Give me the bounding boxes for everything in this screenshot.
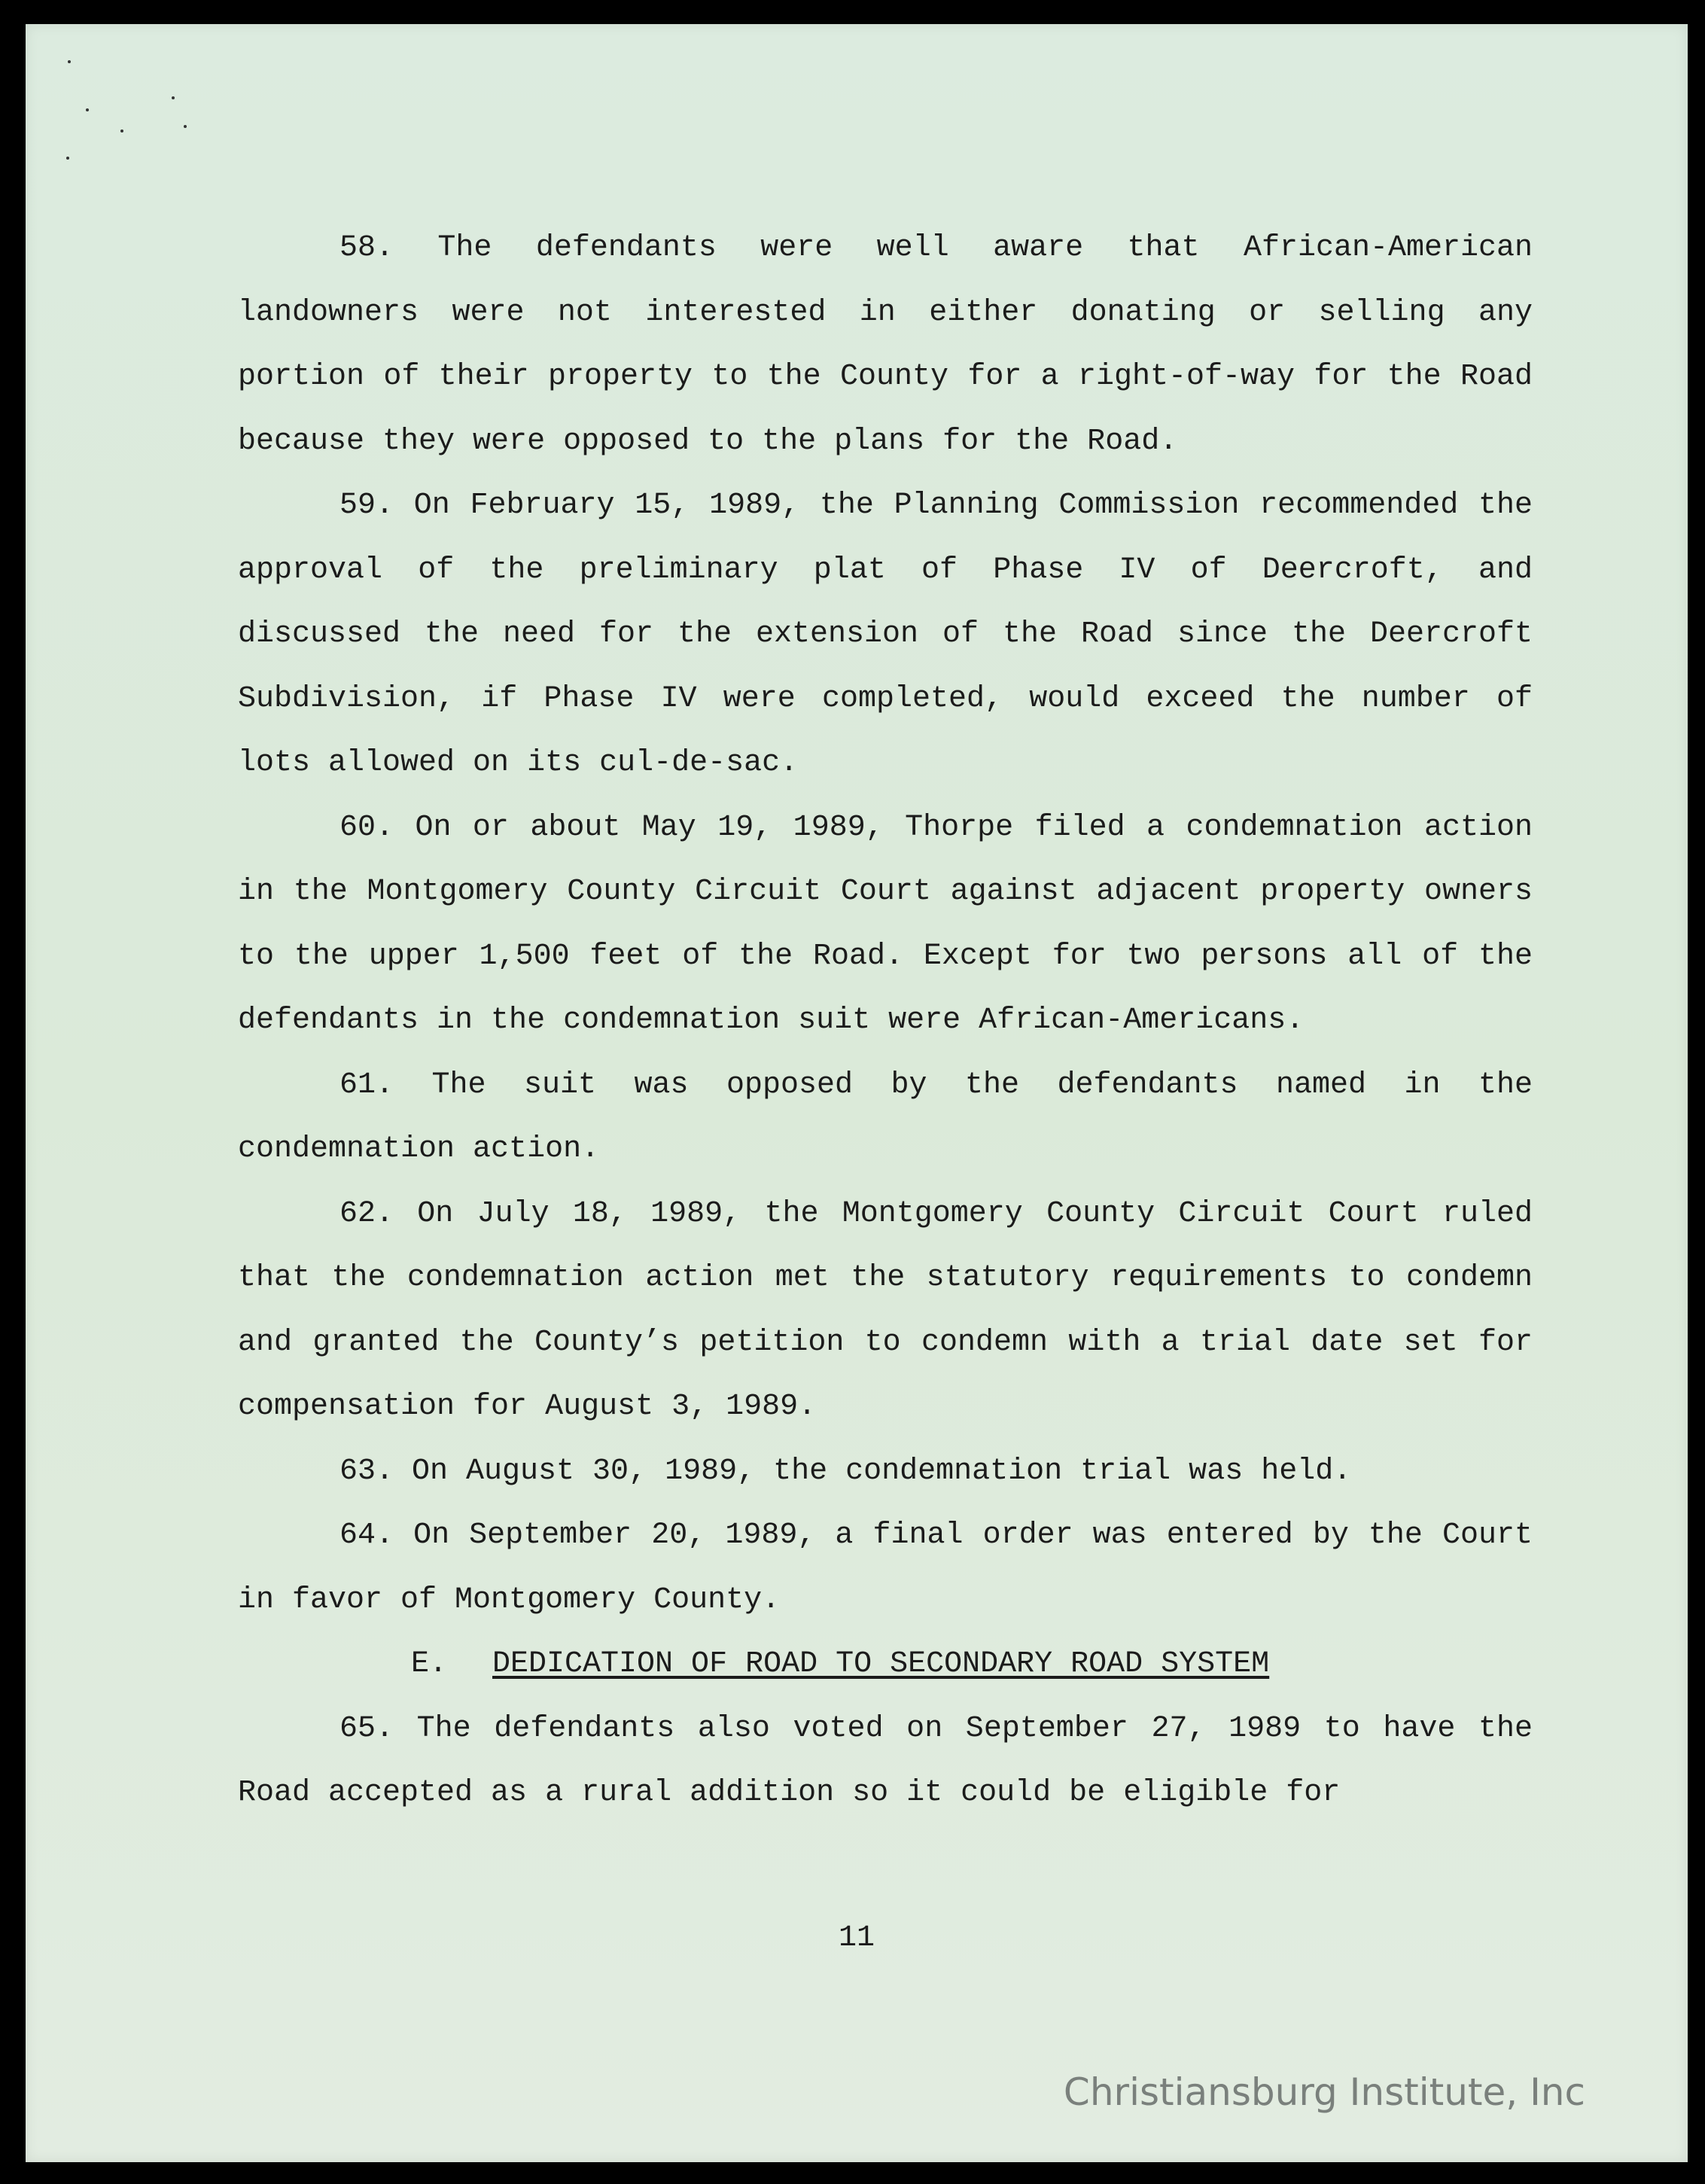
paragraph-60: 60. On or about May 19, 1989, Thorpe filed a condemnation action in the Montgomery County Circuit Court against adjacent property owners to the upper 1,500 feet of the Road. Except for two persons all of the defendants in the condemnation suit were African-Americans. [238, 810, 1533, 1037]
paragraph-58: 58. The defendants were well aware that African-American landowners were not interested in either donating or selling any portion of their property to the County for a right-of-way for the Road because they were opposed to the plans for the Road. [238, 231, 1533, 458]
page-number: 11 [838, 1921, 875, 1955]
section-heading-title: DEDICATION OF ROAD TO SECONDARY ROAD SYSTEM [492, 1647, 1270, 1681]
section-heading [238, 1632, 1533, 1697]
paragraph-65: 65. The defendants also voted on September 27, 1989 to have the Road accepted as a rural addition so it could be eligible for [238, 1711, 1533, 1810]
paragraph-62: 62. On July 18, 1989, the Montgomery County Circuit Court ruled that the condemnation action met the statutory requirements to condemn and granted the County’s petition to condemn with a trial date set for compensation for August 3, 1989. [238, 1196, 1533, 1424]
paragraph-64: 64. On September 20, 1989, a final order was entered by the Court in favor of Montgomery County. [238, 1518, 1533, 1617]
paragraph-61: 61. The suit was opposed by the defendants named in the condemnation action. [238, 1068, 1533, 1166]
scan-speck [68, 60, 71, 63]
scan-speck [172, 96, 175, 99]
watermark-text: Christiansburg Institute, Inc [1063, 2070, 1585, 2114]
scan-speck [66, 157, 69, 160]
document-body [238, 216, 1533, 1826]
section-heading-letter: E. [411, 1647, 448, 1681]
scan-speck [184, 125, 187, 128]
document-page [26, 24, 1688, 2162]
paragraph-59: 59. On February 15, 1989, the Planning Commission recommended the approval of the preliminary plat of Phase IV of Deercroft, and discussed the need for the extension of the Road since the Deercroft Subdivision, if Phase IV were completed, would exceed the number of lots allowed on its cul-de-sac. [238, 489, 1533, 780]
scan-speck [86, 108, 89, 111]
paragraph-63: 63. On August 30, 1989, the condemnation trial was held. [339, 1454, 1352, 1488]
scan-speck [120, 129, 123, 133]
